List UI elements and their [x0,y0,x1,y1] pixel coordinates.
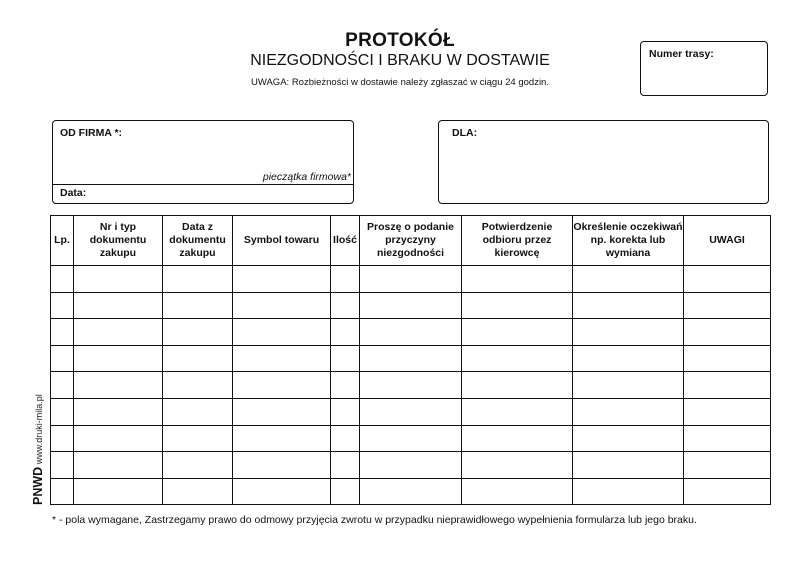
table-cell[interactable] [51,292,74,319]
table-cell[interactable] [233,452,331,479]
column-header-document-date: Data z dokumentu zakupu [163,216,233,266]
table-cell[interactable] [331,425,360,452]
table-cell[interactable] [163,398,233,425]
table-row [51,398,771,425]
table-cell[interactable] [331,319,360,346]
table-cell[interactable] [331,345,360,372]
table-cell[interactable] [163,372,233,399]
discrepancy-table [50,215,771,505]
table-cell[interactable] [163,452,233,479]
table-cell[interactable] [51,266,74,293]
table-row [51,372,771,399]
table-cell[interactable] [360,266,462,293]
from-company-label: OD FIRMA *: [60,127,123,139]
footer-note: * - pola wymagane, Zastrzegamy prawo do odmowy przyjęcia zwrotu w przypadku nieprawidłowego wypełnienia formularza lub jego braku. [52,514,697,526]
table-cell[interactable] [74,452,163,479]
table-cell[interactable] [331,266,360,293]
table-row [51,478,771,505]
table-cell[interactable] [163,345,233,372]
table-cell[interactable] [462,319,573,346]
from-box-divider [53,184,353,185]
table-cell[interactable] [51,372,74,399]
table-cell[interactable] [573,266,684,293]
table-cell[interactable] [51,398,74,425]
form-subtitle: NIEZGODNOŚCI I BRAKU W DOSTAWIE [250,52,550,69]
table-cell[interactable] [74,266,163,293]
table-row [51,425,771,452]
table-cell[interactable] [74,292,163,319]
column-header-product-symbol: Symbol towaru [233,216,331,266]
column-header-quantity: Ilość [331,216,360,266]
table-cell[interactable] [74,398,163,425]
table-cell[interactable] [51,345,74,372]
table-cell[interactable] [74,372,163,399]
table-cell[interactable] [360,452,462,479]
publisher-website: www.druki-mila.pl [34,394,44,465]
table-cell[interactable] [331,292,360,319]
table-cell[interactable] [233,345,331,372]
date-label: Data: [60,187,87,199]
table-cell[interactable] [163,266,233,293]
table-row [51,292,771,319]
table-cell[interactable] [573,372,684,399]
table-cell[interactable] [462,292,573,319]
table-cell[interactable] [573,292,684,319]
table-cell[interactable] [684,319,771,346]
column-header-expectations: Określenie oczekiwań np. korekta lub wymiana [573,216,684,266]
table-cell[interactable] [462,478,573,505]
table-row [51,345,771,372]
table-cell[interactable] [331,452,360,479]
table-cell[interactable] [331,372,360,399]
table-cell[interactable] [360,425,462,452]
form-title: PROTOKÓŁ [345,30,455,51]
table-cell[interactable] [74,425,163,452]
route-number-box[interactable] [640,41,768,96]
column-header-driver-confirmation: Potwierdzenie odbioru przez kierowcę [462,216,573,266]
table-cell[interactable] [684,398,771,425]
table-cell[interactable] [573,425,684,452]
table-cell[interactable] [462,345,573,372]
table-cell[interactable] [51,319,74,346]
table-cell[interactable] [74,478,163,505]
column-header-document-number: Nr i typ dokumentu zakupu [74,216,163,266]
table-cell[interactable] [360,372,462,399]
table-cell[interactable] [163,478,233,505]
recipient-box[interactable] [438,120,769,204]
from-company-box[interactable] [52,120,354,204]
table-cell[interactable] [462,398,573,425]
table-cell[interactable] [462,266,573,293]
table-cell[interactable] [163,319,233,346]
table-cell[interactable] [233,266,331,293]
table-cell[interactable] [233,372,331,399]
table-cell[interactable] [51,425,74,452]
table-cell[interactable] [74,319,163,346]
table-cell[interactable] [360,398,462,425]
table-cell[interactable] [163,292,233,319]
table-cell[interactable] [360,478,462,505]
table-cell[interactable] [163,425,233,452]
table-cell[interactable] [51,452,74,479]
table-cell[interactable] [331,398,360,425]
table-cell[interactable] [684,425,771,452]
table-cell[interactable] [462,425,573,452]
table-row [51,452,771,479]
column-header-lp: Lp. [51,216,74,266]
notice-text: UWAGA: Rozbieżności w dostawie należy zgłaszać w ciągu 24 godzin. [251,77,549,88]
table-cell[interactable] [51,478,74,505]
table-cell[interactable] [233,319,331,346]
table-cell[interactable] [360,345,462,372]
publisher-imprint [31,394,45,505]
table-cell[interactable] [233,478,331,505]
table-cell[interactable] [684,345,771,372]
table-cell[interactable] [331,478,360,505]
table-cell[interactable] [74,345,163,372]
table-cell[interactable] [360,319,462,346]
table-cell[interactable] [573,398,684,425]
route-number-label: Numer trasy: [649,48,714,60]
table-row [51,319,771,346]
column-header-remarks: UWAGI [684,216,771,266]
table-cell[interactable] [573,452,684,479]
table-cell[interactable] [462,372,573,399]
column-header-discrepancy-reason: Proszę o podanie przyczyny niezgodności [360,216,462,266]
table-cell[interactable] [684,372,771,399]
table-cell[interactable] [462,452,573,479]
table-cell[interactable] [573,319,684,346]
table-cell[interactable] [684,452,771,479]
table-header-row [51,216,771,266]
recipient-label: DLA: [452,127,478,139]
table-cell[interactable] [233,292,331,319]
table-cell[interactable] [233,398,331,425]
table-cell[interactable] [684,292,771,319]
table-cell[interactable] [573,478,684,505]
table-cell[interactable] [684,478,771,505]
table-cell[interactable] [233,425,331,452]
table-row [51,266,771,293]
company-stamp-label: pieczątka firmowa* [262,171,351,183]
table-cell[interactable] [360,292,462,319]
table-cell[interactable] [573,345,684,372]
table-cell[interactable] [684,266,771,293]
publisher-brand: PNWD [31,466,45,505]
